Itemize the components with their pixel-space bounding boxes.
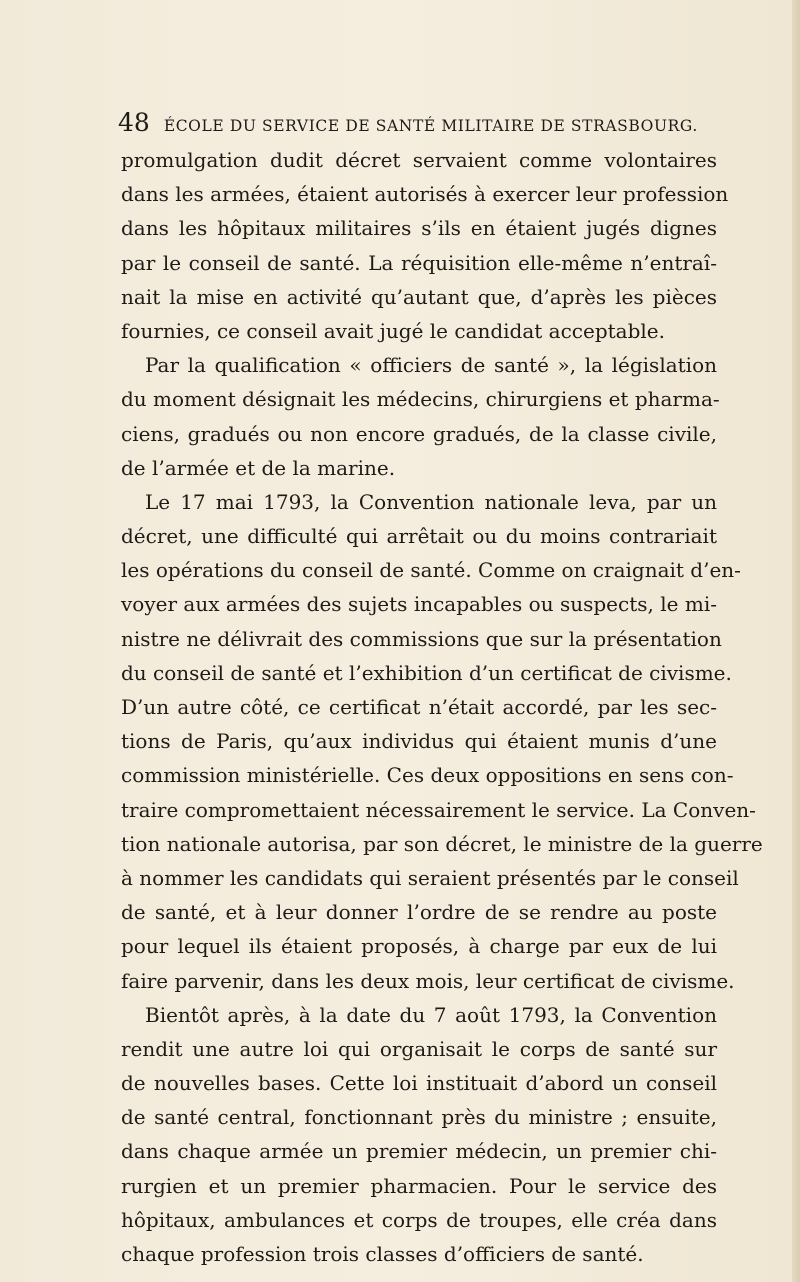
text-line: dans les armées, étaient autorisés à exercer leur profession	[121, 182, 729, 207]
running-title: ÉCOLE DU SERVICE DE SANTÉ MILITAIRE DE STRASBOURG.	[163, 117, 698, 135]
text-line: Bientôt après, à la date du 7 août 1793, la Convention	[145, 1002, 717, 1027]
text-line: Par la qualification « officiers de santé », la législation	[145, 353, 717, 378]
text-line: Le 17 mai 1793, la Convention nationale leva, par un	[145, 489, 717, 514]
text-line: dans chaque armée un premier médecin, un premier chi-	[121, 1139, 717, 1164]
text-line: pour lequel ils étaient proposés, à charge par eux de lui	[121, 934, 717, 959]
text-line: D’un autre côté, ce certificat n’était accordé, par les sec-	[121, 695, 717, 719]
text-line: promulgation dudit décret servaient comme volontaires	[121, 148, 717, 172]
text-line: tion nationale autorisa, par son décret, le ministre de la guerre	[121, 831, 763, 856]
text-line: fournies, ce conseil avait jugé le candidat acceptable.	[121, 318, 665, 343]
text-line: décret, une difficulté qui arrêtait ou du moins contrariait	[121, 524, 717, 549]
text-line: tions de Paris, qu’aux individus qui étaient munis d’une	[121, 729, 717, 754]
text-line: du moment désignait les médecins, chirurgiens et pharma-	[121, 387, 720, 412]
text-line: à nommer les candidats qui seraient présentés par le conseil	[121, 865, 739, 890]
text-line: les opérations du conseil de santé. Comme on craignait d’en-	[121, 558, 741, 583]
text-line: chaque profession trois classes d’officiers de santé.	[121, 1242, 644, 1266]
text-line: dans les hôpitaux militaires s’ils en étaient jugés dignes	[121, 216, 717, 241]
text-line: par le conseil de santé. La réquisition elle-même n’entraî-	[121, 250, 717, 275]
text-line: nait la mise en activité qu’autant que, d’après les pièces	[121, 284, 717, 309]
text-line: de l’armée et de la marine.	[121, 455, 396, 480]
text-line: traire compromettaient nécessairement le service. La Conven-	[121, 797, 756, 822]
text-line: de santé central, fonctionnant près du ministre ; ensuite,	[121, 1105, 717, 1130]
text-line: nistre ne délivrait des commissions que sur la présentation	[121, 626, 722, 651]
text-line: faire parvenir, dans les deux mois, leur certificat de civisme.	[121, 968, 735, 993]
text-line: hôpitaux, ambulances et corps de troupes, elle créa dans	[121, 1207, 717, 1232]
text-line: rendit une autre loi qui organisait le corps de santé sur	[121, 1036, 717, 1061]
text-line: rurgien et un premier pharmacien. Pour le service des	[121, 1173, 717, 1198]
text-line: commission ministérielle. Ces deux oppositions en sens con-	[121, 763, 734, 788]
page-edge	[792, 0, 800, 1282]
text-line: du conseil de santé et l’exhibition d’un certificat de civisme.	[121, 660, 732, 685]
text-line: voyer aux armées des sujets incapables ou suspects, le mi-	[121, 592, 717, 617]
page-number: 48	[118, 108, 150, 137]
text-line: de santé, et à leur donner l’ordre de se rendre au poste	[121, 900, 717, 925]
text-line: de nouvelles bases. Cette loi instituait d’abord un conseil	[121, 1071, 717, 1096]
text-line: ciens, gradués ou non encore gradués, de la classe civile,	[121, 421, 717, 446]
body-text	[121, 143, 763, 1271]
running-head	[118, 108, 718, 144]
